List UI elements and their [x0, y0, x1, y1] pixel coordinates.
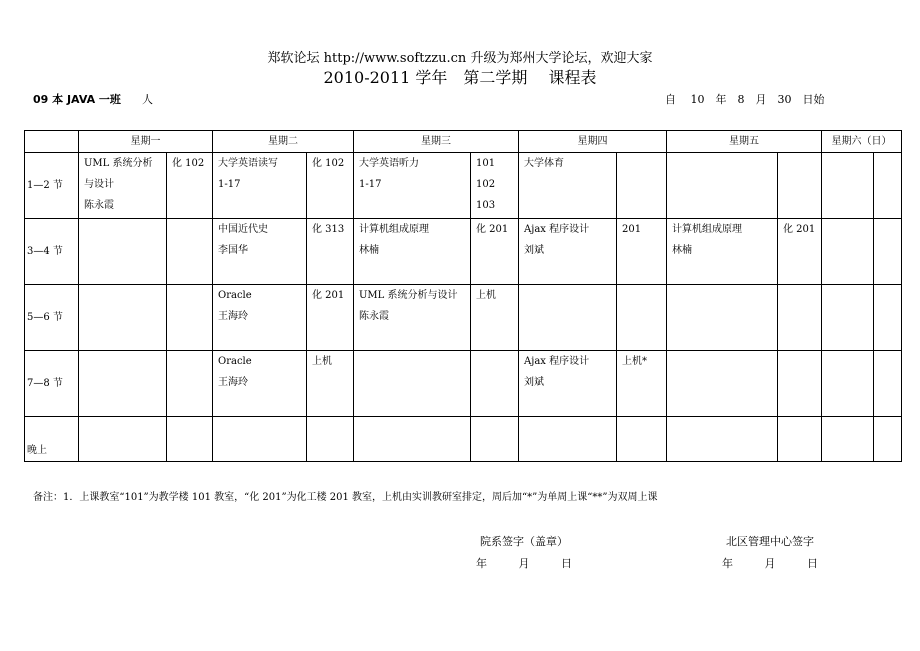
course-cell	[519, 285, 617, 351]
room-cell	[167, 285, 213, 351]
corner-cell	[25, 131, 79, 153]
course-cell	[354, 417, 471, 462]
room-cell	[874, 219, 902, 285]
course-cell: 大学英语听力 1-17	[354, 153, 471, 219]
course-cell	[667, 153, 778, 219]
center-signature-label: 北区管理中心签字	[726, 535, 814, 548]
room-cell	[617, 285, 667, 351]
course-cell: Ajax 程序设计 刘斌	[519, 351, 617, 417]
room-cell	[617, 153, 667, 219]
course-cell	[79, 417, 167, 462]
department-date-blank: 年 月 日	[476, 557, 572, 570]
room-cell	[778, 285, 822, 351]
room-cell	[167, 417, 213, 462]
room-cell	[167, 219, 213, 285]
course-cell	[822, 417, 874, 462]
page-title: 2010-2011 学年 第二学期 课程表	[323, 68, 597, 87]
period-label: 晚上	[25, 417, 79, 462]
day-header-friday: 星期五	[667, 131, 822, 153]
room-cell	[874, 153, 902, 219]
room-cell	[874, 285, 902, 351]
room-cell: 化 102	[167, 153, 213, 219]
room-cell	[617, 417, 667, 462]
room-cell: 上机*	[617, 351, 667, 417]
department-signature-label: 院系签字（盖章）	[480, 535, 568, 548]
weekday-header-row	[25, 131, 902, 153]
day-header-monday: 星期一	[79, 131, 213, 153]
room-cell	[874, 351, 902, 417]
course-cell	[822, 219, 874, 285]
course-cell: Ajax 程序设计 刘斌	[519, 219, 617, 285]
center-date-blank: 年 月 日	[722, 557, 818, 570]
room-cell: 101 102 103	[471, 153, 519, 219]
course-cell: 计算机组成原理 林楠	[354, 219, 471, 285]
table-row	[25, 351, 902, 417]
course-cell	[667, 285, 778, 351]
course-cell	[354, 351, 471, 417]
table-row	[25, 417, 902, 462]
course-cell	[213, 417, 307, 462]
course-cell: UML 系统分析与设计 陈永霞	[354, 285, 471, 351]
course-cell	[519, 417, 617, 462]
day-header-tuesday: 星期二	[213, 131, 354, 153]
room-cell: 上机	[307, 351, 354, 417]
site-banner: 郑软论坛 http://www.softzzu.cn 升级为郑州大学论坛，欢迎大家	[267, 51, 653, 66]
footnote: 备注：1．上课教室“101”为教学楼 101 教室，“化 201”为化工楼 201 教室，上机由实训教研室排定，周后加“*”为单周上课“**”为双周上课	[33, 492, 658, 503]
table-row	[25, 285, 902, 351]
room-cell: 化 201	[471, 219, 519, 285]
course-cell	[79, 219, 167, 285]
room-cell	[167, 351, 213, 417]
day-header-weekend: 星期六（日）	[822, 131, 902, 153]
day-header-wednesday: 星期三	[354, 131, 519, 153]
room-cell	[874, 417, 902, 462]
period-label: 5—6 节	[25, 285, 79, 351]
course-cell	[667, 417, 778, 462]
room-cell	[471, 351, 519, 417]
room-cell: 化 313	[307, 219, 354, 285]
course-cell	[79, 351, 167, 417]
room-cell	[778, 351, 822, 417]
room-cell	[471, 417, 519, 462]
schedule-table	[24, 130, 902, 462]
period-label: 3—4 节	[25, 219, 79, 285]
course-cell: UML 系统分析 与设计 陈永霞	[79, 153, 167, 219]
room-cell: 201	[617, 219, 667, 285]
room-cell: 化 102	[307, 153, 354, 219]
course-cell: 中国近代史 李国华	[213, 219, 307, 285]
table-row	[25, 153, 902, 219]
period-label: 1—2 节	[25, 153, 79, 219]
course-cell	[822, 351, 874, 417]
table-row	[25, 219, 902, 285]
course-cell	[667, 351, 778, 417]
room-cell	[778, 153, 822, 219]
room-cell: 化 201	[778, 219, 822, 285]
course-cell: 大学体育	[519, 153, 617, 219]
room-cell	[778, 417, 822, 462]
class-name: 09 本 JAVA 一班	[33, 93, 121, 106]
course-cell: 大学英语读写 1-17	[213, 153, 307, 219]
day-header-thursday: 星期四	[519, 131, 667, 153]
course-cell: Oracle 王海玲	[213, 285, 307, 351]
student-count-label: 人	[142, 93, 153, 106]
room-cell: 上机	[471, 285, 519, 351]
period-label: 7—8 节	[25, 351, 79, 417]
room-cell	[307, 417, 354, 462]
course-cell	[79, 285, 167, 351]
course-cell: Oracle 王海玲	[213, 351, 307, 417]
room-cell: 化 201	[307, 285, 354, 351]
start-date: 自 10 年 8 月 30 日始	[665, 93, 825, 106]
course-cell: 计算机组成原理 林楠	[667, 219, 778, 285]
course-cell	[822, 153, 874, 219]
course-cell	[822, 285, 874, 351]
